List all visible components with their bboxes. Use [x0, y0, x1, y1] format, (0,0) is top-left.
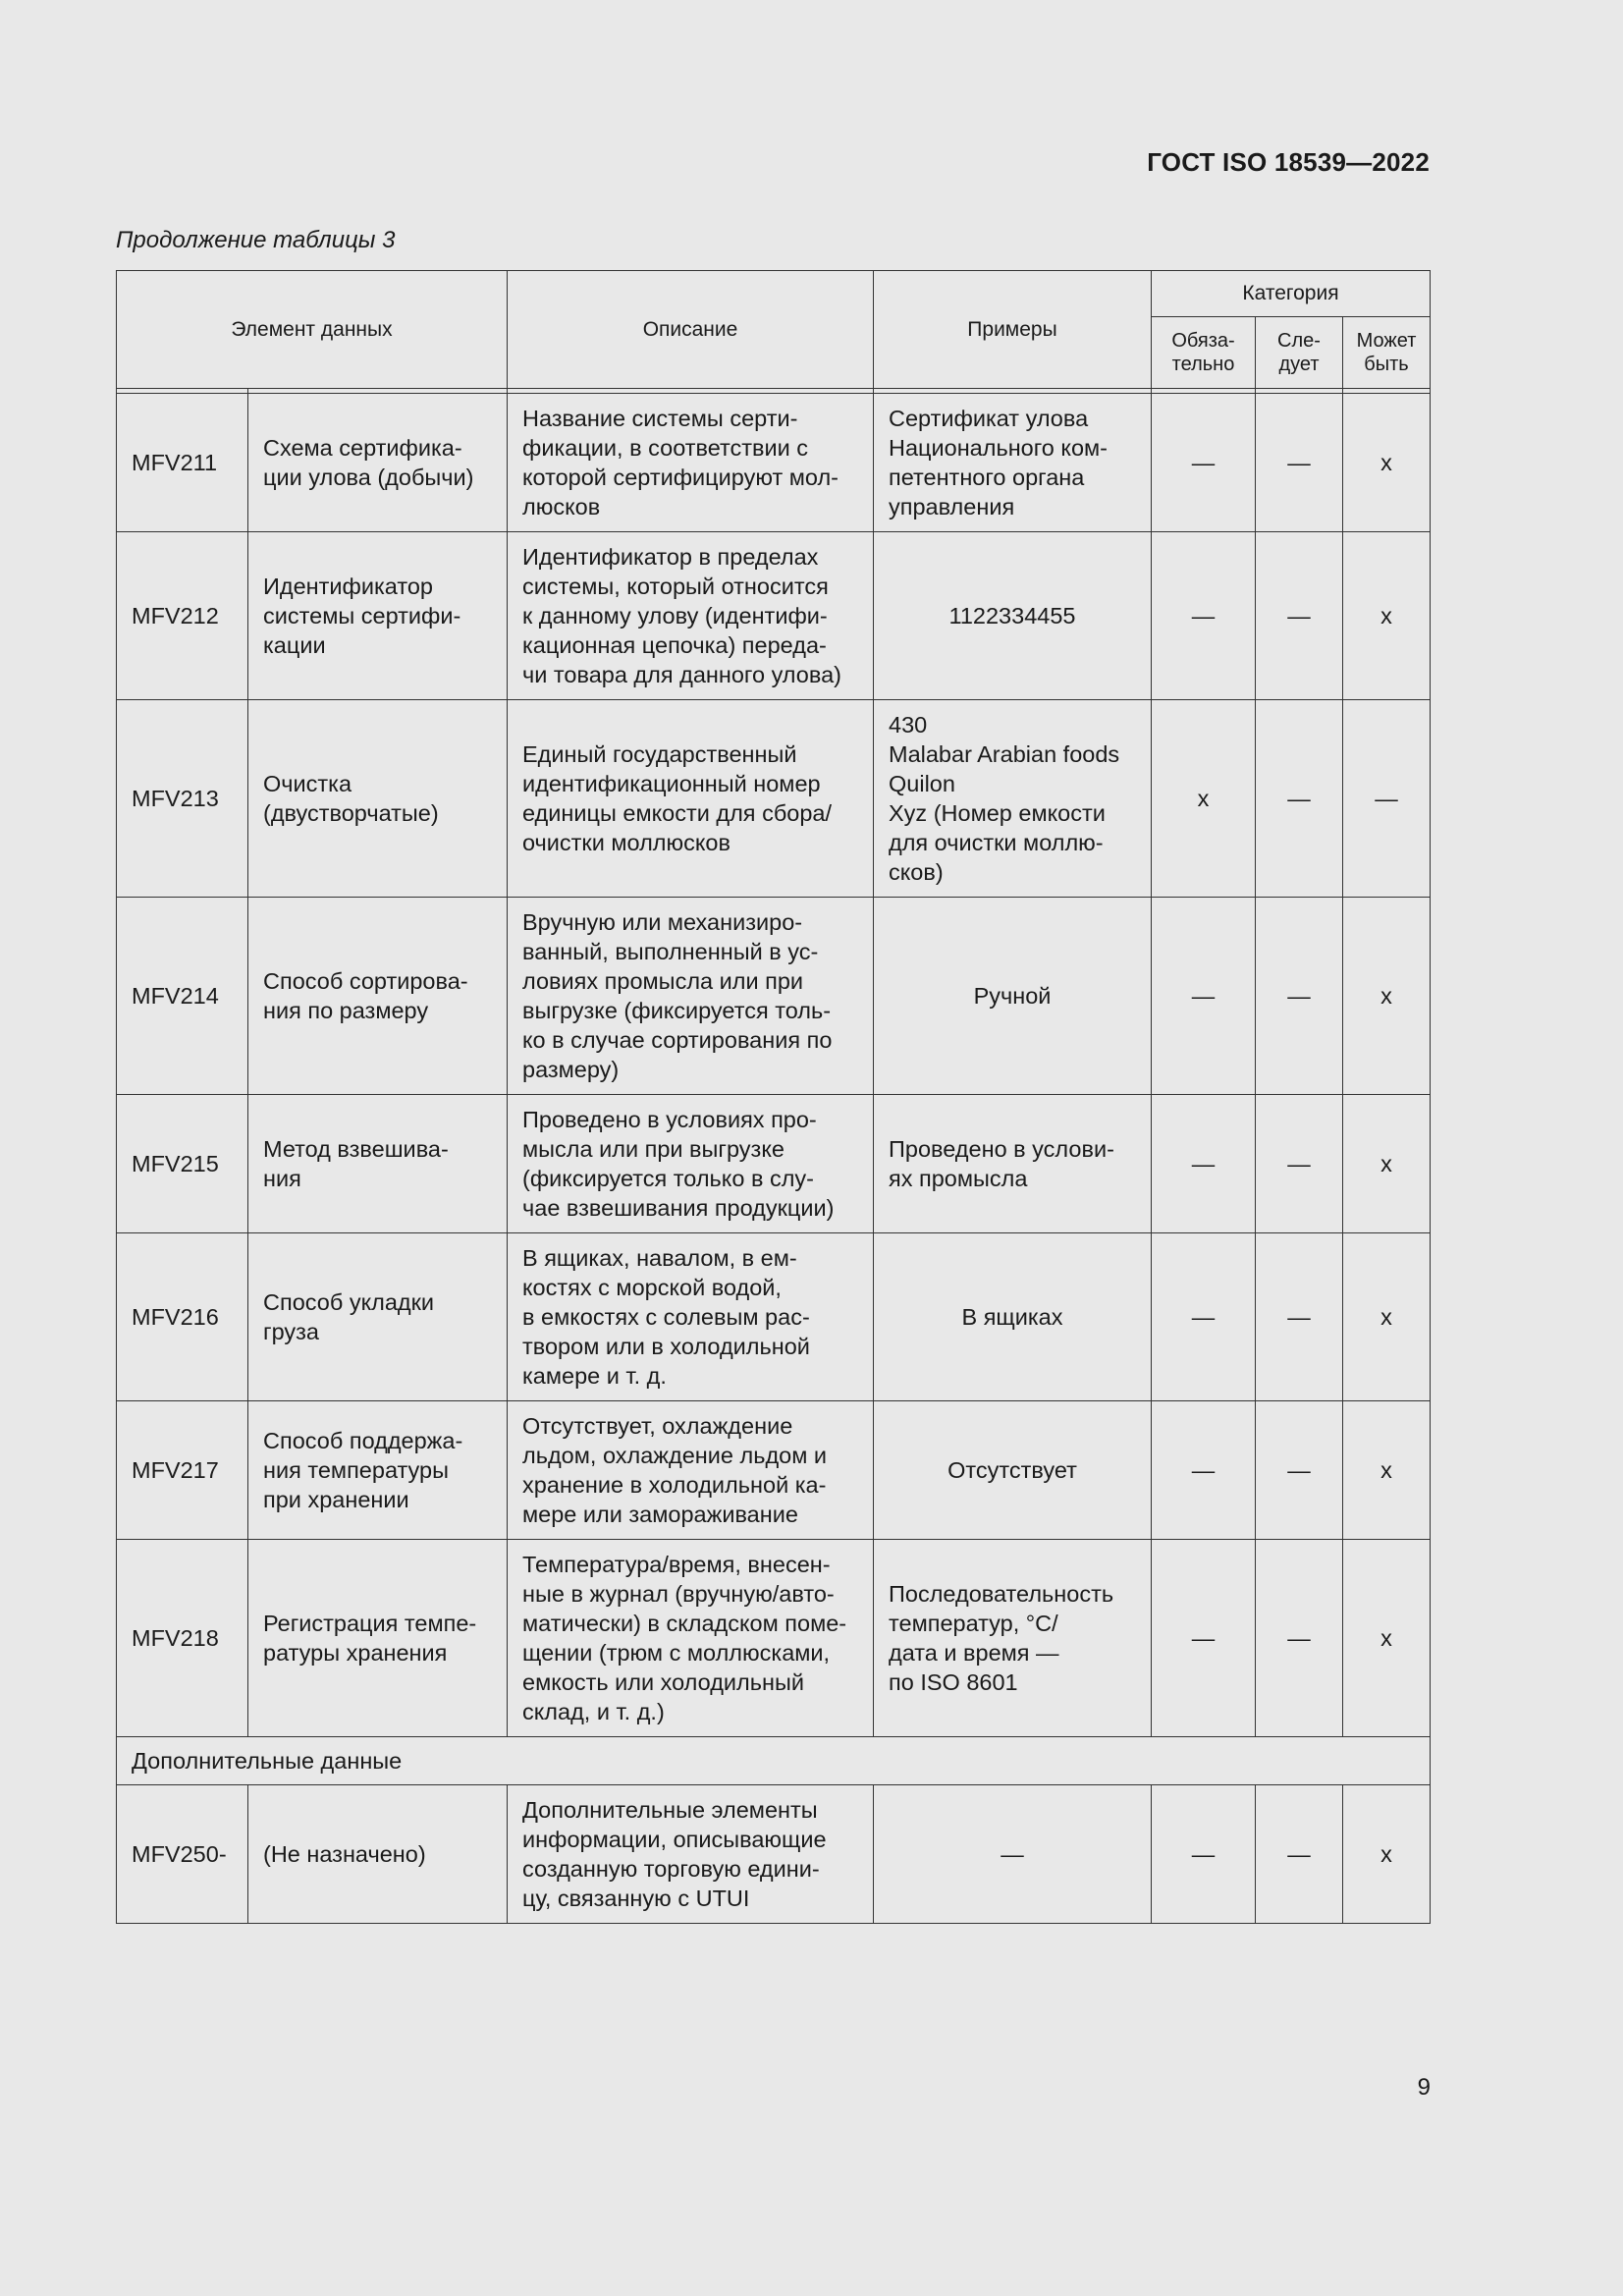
col-header-may: Может быть [1343, 317, 1431, 389]
row-should-mark: — [1256, 1233, 1343, 1401]
row-code: MFV214 [117, 898, 248, 1095]
row-example: — [874, 1785, 1152, 1924]
row-should-mark: — [1256, 1401, 1343, 1540]
table-continuation-caption: Продолжение таблицы 3 [116, 227, 396, 253]
row-description: Температура/время, внесен- ные в журнал (вручную/авто- матически) в складском поме- щении (трюм с моллюсками, емкость или холодильный склад, и т. д.) [508, 1540, 874, 1737]
row-code: MFV212 [117, 532, 248, 700]
row-should-mark: — [1256, 898, 1343, 1095]
col-header-element: Элемент данных [117, 271, 508, 389]
row-mandatory-mark: — [1152, 394, 1256, 532]
row-may-mark: x [1343, 898, 1431, 1095]
row-element-name: Схема сертифика- ции улова (добычи) [248, 394, 508, 532]
row-example: Сертификат улова Национального ком- петентного органа управления [874, 394, 1152, 532]
row-example: 430 Malabar Arabian foods Quilon Xyz (Номер емкости для очистки моллю- сков) [874, 700, 1152, 898]
col-header-description: Описание [508, 271, 874, 389]
row-code: MFV218 [117, 1540, 248, 1737]
section-label: Дополнительные данные [117, 1737, 1431, 1785]
row-may-mark: x [1343, 1095, 1431, 1233]
row-mandatory-mark: — [1152, 532, 1256, 700]
row-description: Дополнительные элементы информации, описывающие созданную торговую едини- цу, связанную с UTUI [508, 1785, 874, 1924]
row-example: Последовательность температур, °C/ дата и время — по ISO 8601 [874, 1540, 1152, 1737]
col-header-mandatory: Обяза- тельно [1152, 317, 1256, 389]
row-element-name: Идентификатор системы сертифи- кации [248, 532, 508, 700]
row-should-mark: — [1256, 394, 1343, 532]
row-element-name: Способ поддержа- ния температуры при хранении [248, 1401, 508, 1540]
row-should-mark: — [1256, 532, 1343, 700]
table-row [117, 1540, 1431, 1737]
row-description: Вручную или механизиро- ванный, выполненный в ус- ловиях промысла или при выгрузке (фиксируется толь- ко в случае сортирования по размеру) [508, 898, 874, 1095]
row-element-name: Очистка (двустворчатые) [248, 700, 508, 898]
row-element-name: Регистрация темпе- ратуры хранения [248, 1540, 508, 1737]
col-header-should: Сле- дует [1256, 317, 1343, 389]
page-number: 9 [1417, 2074, 1431, 2101]
row-example: Ручной [874, 898, 1152, 1095]
row-should-mark: — [1256, 1785, 1343, 1924]
row-may-mark: x [1343, 532, 1431, 700]
table-row [117, 700, 1431, 898]
row-mandatory-mark: — [1152, 1233, 1256, 1401]
table-row [117, 1401, 1431, 1540]
row-code: MFV216 [117, 1233, 248, 1401]
col-header-examples: Примеры [874, 271, 1152, 389]
row-description: В ящиках, навалом, в ем- костях с морской водой, в емкостях с солевым рас- твором или в холодильной камере и т. д. [508, 1233, 874, 1401]
row-code: MFV215 [117, 1095, 248, 1233]
row-example: Отсутствует [874, 1401, 1152, 1540]
row-code: MFV250- [117, 1785, 248, 1924]
row-description: Единый государственный идентификационный номер единицы емкости для сбора/ очистки моллюсков [508, 700, 874, 898]
row-element-name: Метод взвешива- ния [248, 1095, 508, 1233]
row-mandatory-mark: — [1152, 1401, 1256, 1540]
table-body [117, 394, 1431, 1924]
table-row [117, 1095, 1431, 1233]
row-code: MFV217 [117, 1401, 248, 1540]
table-row [117, 898, 1431, 1095]
row-description: Название системы серти- фикации, в соответствии с которой сертифицируют мол- люсков [508, 394, 874, 532]
row-may-mark: x [1343, 394, 1431, 532]
row-example: Проведено в услови- ях промысла [874, 1095, 1152, 1233]
row-example: В ящиках [874, 1233, 1152, 1401]
document-code: ГОСТ ISO 18539—2022 [1147, 147, 1430, 177]
row-description: Проведено в условиях про- мысла или при выгрузке (фиксируется только в слу- чае взвешивания продукции) [508, 1095, 874, 1233]
row-may-mark: x [1343, 1785, 1431, 1924]
row-may-mark: x [1343, 1401, 1431, 1540]
row-should-mark: — [1256, 700, 1343, 898]
row-element-name: (Не назначено) [248, 1785, 508, 1924]
section-row [117, 1737, 1431, 1785]
row-mandatory-mark: — [1152, 1785, 1256, 1924]
table-row [117, 394, 1431, 532]
row-should-mark: — [1256, 1095, 1343, 1233]
row-may-mark: x [1343, 1540, 1431, 1737]
table-row [117, 1785, 1431, 1924]
row-mandatory-mark: x [1152, 700, 1256, 898]
row-code: MFV213 [117, 700, 248, 898]
row-mandatory-mark: — [1152, 1540, 1256, 1737]
table-row [117, 1233, 1431, 1401]
row-may-mark: x [1343, 1233, 1431, 1401]
row-may-mark: — [1343, 700, 1431, 898]
row-mandatory-mark: — [1152, 898, 1256, 1095]
row-code: MFV211 [117, 394, 248, 532]
col-header-category: Категория [1152, 271, 1431, 317]
row-mandatory-mark: — [1152, 1095, 1256, 1233]
table-row [117, 532, 1431, 700]
row-description: Отсутствует, охлаждение льдом, охлаждение льдом и хранение в холодильной ка- мере или замораживание [508, 1401, 874, 1540]
data-elements-table [116, 270, 1431, 1924]
row-example: 1122334455 [874, 532, 1152, 700]
row-should-mark: — [1256, 1540, 1343, 1737]
row-element-name: Способ укладки груза [248, 1233, 508, 1401]
row-element-name: Способ сортирова- ния по размеру [248, 898, 508, 1095]
row-description: Идентификатор в пределах системы, который относится к данному улову (идентифи- кационная цепочка) переда- чи товара для данного улова) [508, 532, 874, 700]
